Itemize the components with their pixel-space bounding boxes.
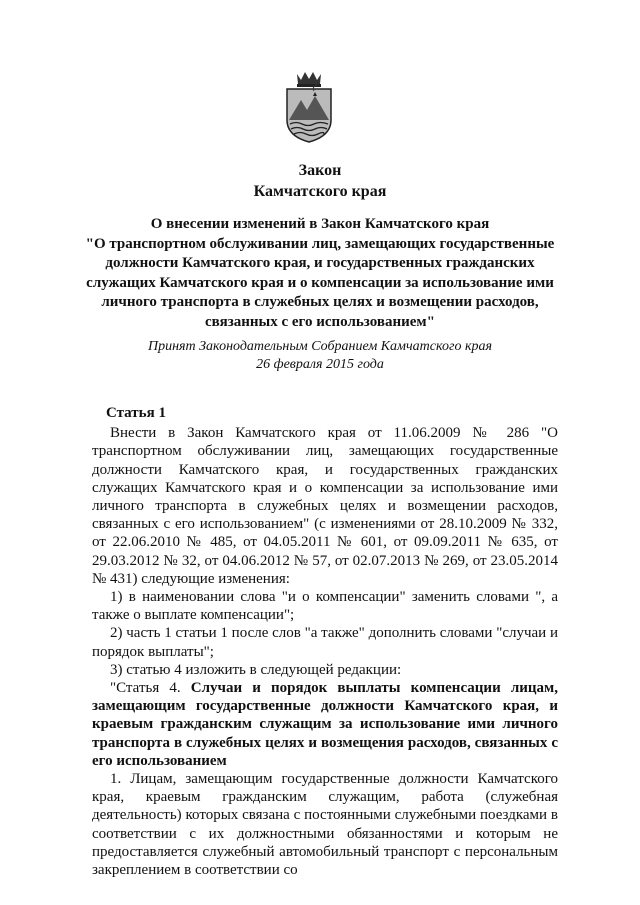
article4-point-1: 1. Лицам, замещающим государственные должности Камчатского края, краевым гражданским служащим, работа (служебная деятельность) которых связана с постоянными служебными поездками в соответствии с их должностными обязанностями и которым не предоставляется служебный автомобильный транспорт с персональным закреплением в соответствии со (92, 771, 558, 879)
law-subtitle (60, 215, 580, 332)
amendment-item-3: 3) статью 4 изложить в следующей редакции: (110, 661, 402, 678)
amendment-item-2: 2) часть 1 статьи 1 после слов "а также" дополнить словами "случаи и порядок выплаты"; (92, 625, 558, 660)
law-title-line1: Закон (298, 162, 342, 179)
law-subtitle-line1: О внесении изменений в Закон Камчатского края (150, 216, 490, 232)
adoption-note (60, 338, 580, 374)
law-subtitle-line2: "О транспортном обслуживании лиц, замещающих государственные (85, 235, 555, 252)
adoption-note-line1: Принят Законодательным Собранием Камчатского края (147, 339, 493, 354)
law-subtitle-line6: связанных с его использованием" (205, 313, 435, 330)
article4-heading (92, 679, 558, 770)
article-heading: Статья 1 (106, 405, 166, 421)
law-title-line2: Камчатского края (253, 183, 387, 200)
adoption-date: 26 февраля 2015 года (256, 357, 384, 372)
law-subtitle-line3: должности Камчатского края, и государственных гражданских (105, 255, 535, 271)
amendment-item-1: 1) в наименовании слова "и о компенсации" заменить словами ", а также о выплате компенсации"; (92, 589, 558, 624)
article-intro: Внести в Закон Камчатского края от 11.06.2009 № 286 "О транспортном обслуживании лиц, замещающих государственные должности Камчатского края, и государственных гражданских служащих Камчатского края и о компенсации за использование ими личного транспорта в служебных целях и возмещении расходов, связанных с его использованием" (с изменениями от 28.10.2009 № 332, от 22.06.2010 № 485, от 04.05.2011 № 601, от 09.09.2011 № 635, от 29.03.2012 № 32, от 04.06.2012 № 57, от 02.07.2013 № 269, от 23.05.2014 № 431) следующие изменения: (92, 425, 558, 587)
law-title (60, 160, 580, 202)
kamchatka-coat-of-arms-icon (283, 68, 335, 144)
article-body (92, 404, 558, 879)
article4-title: Случаи и порядок выплаты компенсации лицам, замещающим государственные должности Камчатского края, и краевым гражданским служащим за использование ими личного транспорта в служебных целях и возмещения расходов, связанных с его использованием (92, 680, 558, 769)
law-subtitle-line4: служащих Камчатского края и о компенсации за использование ими (86, 274, 554, 291)
article4-prefix: "Статья 4. (110, 680, 191, 697)
law-subtitle-line5: личного транспорта в служебных целях и возмещении расходов, (101, 294, 539, 310)
